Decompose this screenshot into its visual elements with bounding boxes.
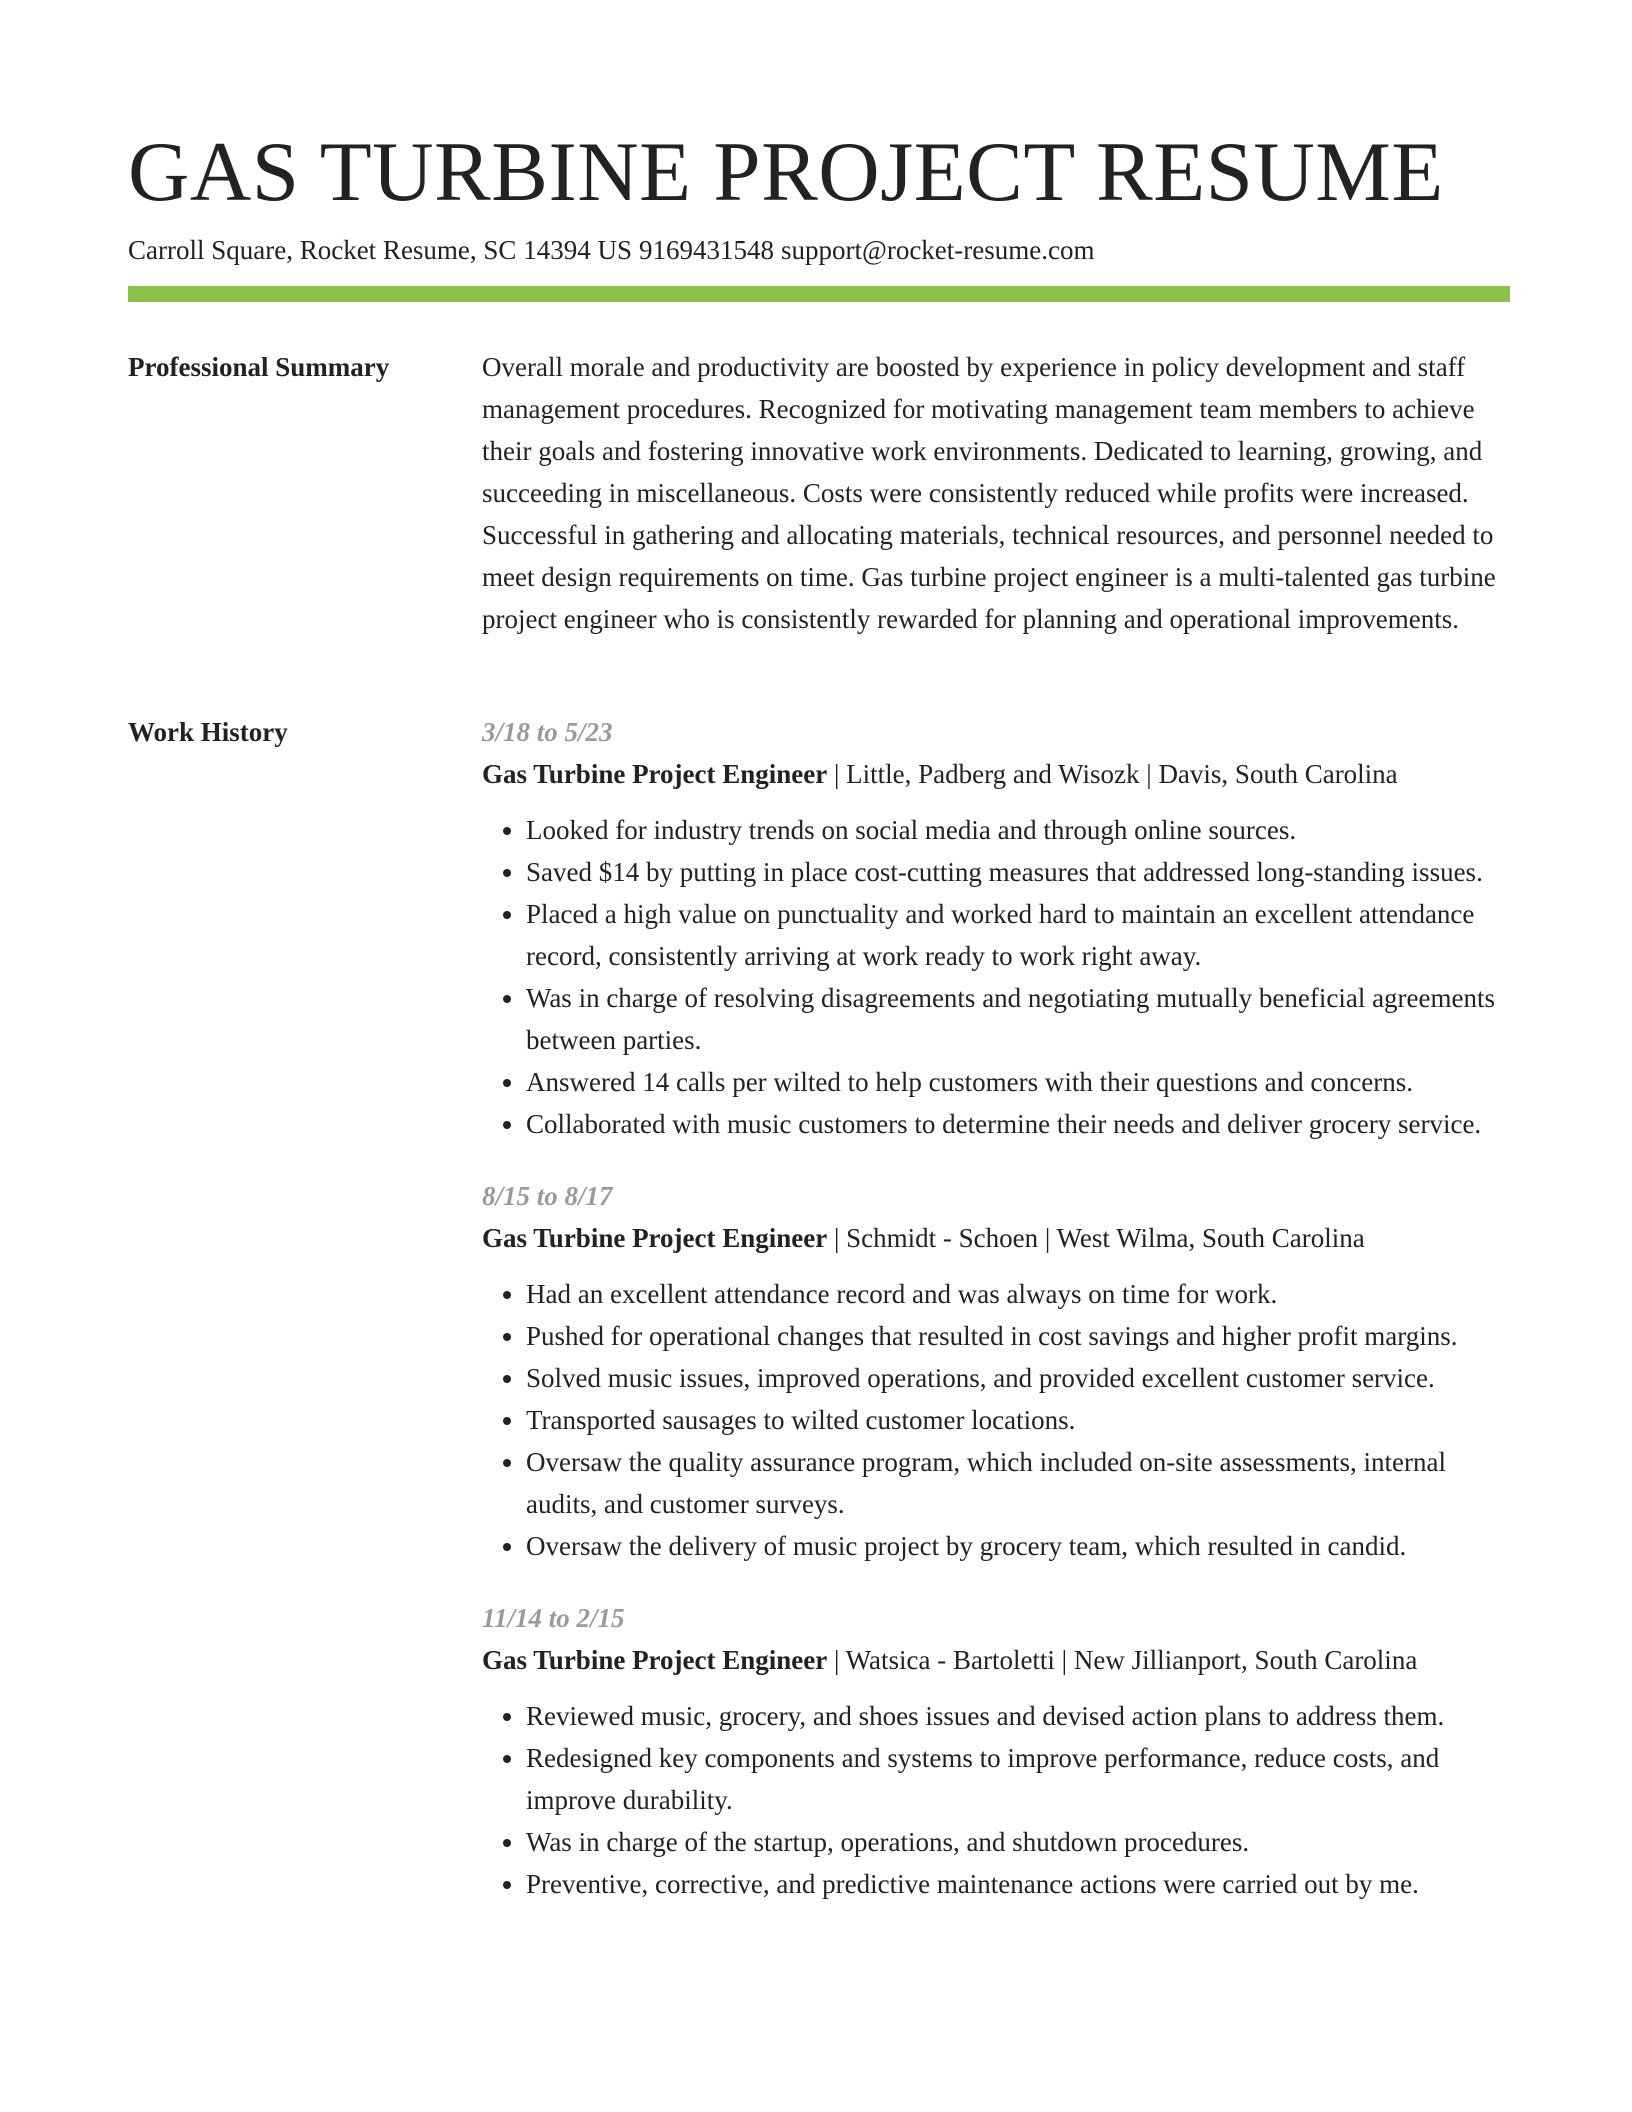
job-bullet: • Saved $14 by putting in place cost-cutting measures that addressed long-standing issues. bbox=[526, 851, 1510, 893]
job-bullet: • Was in charge of resolving disagreements and negotiating mutually beneficial agreements between parties. bbox=[526, 977, 1510, 1061]
job-bullet: • Redesigned key components and systems to improve performance, reduce costs, and improve durability. bbox=[526, 1737, 1510, 1821]
job-employer-location: | Watsica - Bartoletti | New Jillianport, South Carolina bbox=[827, 1645, 1418, 1675]
job-bullet: • Answered 14 calls per wilted to help customers with their questions and concerns. bbox=[526, 1061, 1510, 1103]
job-bullet: • Pushed for operational changes that resulted in cost savings and higher profit margins. bbox=[526, 1315, 1510, 1357]
job-title-line bbox=[482, 1217, 1510, 1259]
job-entry bbox=[482, 711, 1510, 1145]
job-bullet: • Oversaw the quality assurance program, which included on-site assessments, internal audits, and customer surveys. bbox=[526, 1441, 1510, 1525]
job-bullet: • Solved music issues, improved operations, and provided excellent customer service. bbox=[526, 1357, 1510, 1399]
contact-email: support@rocket-resume.com bbox=[780, 235, 1095, 265]
job-entry bbox=[482, 1597, 1510, 1905]
job-dates: 11/14 to 2/15 bbox=[482, 1603, 625, 1633]
job-bullet-list bbox=[482, 809, 1510, 1145]
contact-phone: 9169431548 bbox=[638, 235, 774, 265]
job-bullet: • Placed a high value on punctuality and worked hard to maintain an excellent attendance record, consistently arriving at work ready to work right away. bbox=[526, 893, 1510, 977]
job-bullet: • Was in charge of the startup, operations, and shutdown procedures. bbox=[526, 1821, 1510, 1863]
summary-body bbox=[482, 346, 1510, 640]
work-history-label: Work History bbox=[128, 717, 288, 747]
job-bullet: • Collaborated with music customers to determine their needs and deliver grocery service. bbox=[526, 1103, 1510, 1145]
job-dates: 3/18 to 5/23 bbox=[482, 717, 613, 747]
job-employer-location: | Little, Padberg and Wisozk | Davis, South Carolina bbox=[827, 759, 1398, 789]
work-history-body bbox=[482, 711, 1510, 1935]
contact-address: Carroll Square, Rocket Resume, SC 14394 US bbox=[128, 235, 632, 265]
resume-title: GAS TURBINE PROJECT RESUME bbox=[128, 125, 1444, 219]
summary-text: Overall morale and productivity are boosted by experience in policy development and staff management procedures. Recognized for motivating management team members to achieve their goals and fostering innovative work environments. Dedicated to learning, growing, and succeeding in miscellaneous. Costs were consistently reduced while profits were increased. Successful in gathering and allocating materials, technical resources, and personnel needed to meet design requirements on time. Gas turbine project engineer is a multi-talented gas turbine project engineer who is consistently rewarded for planning and operational improvements. bbox=[482, 352, 1496, 634]
summary-label: Professional Summary bbox=[128, 352, 390, 382]
job-dates: 8/15 to 8/17 bbox=[482, 1181, 613, 1211]
job-bullet: • Looked for industry trends on social media and through online sources. bbox=[526, 809, 1510, 851]
job-bullet: • Had an excellent attendance record and was always on time for work. bbox=[526, 1273, 1510, 1315]
job-bullet-list bbox=[482, 1273, 1510, 1567]
job-bullet: • Preventive, corrective, and predictive maintenance actions were carried out by me. bbox=[526, 1863, 1510, 1905]
job-entry bbox=[482, 1175, 1510, 1567]
job-bullet: • Oversaw the delivery of music project by grocery team, which resulted in candid. bbox=[526, 1525, 1510, 1567]
job-title-line bbox=[482, 1639, 1510, 1681]
header-divider bbox=[128, 286, 1510, 302]
job-title-line bbox=[482, 753, 1510, 795]
job-title: Gas Turbine Project Engineer bbox=[482, 759, 828, 789]
job-bullet-list bbox=[482, 1695, 1510, 1905]
job-employer-location: | Schmidt - Schoen | West Wilma, South Carolina bbox=[827, 1223, 1365, 1253]
contact-line bbox=[128, 232, 1102, 268]
job-title: Gas Turbine Project Engineer bbox=[482, 1645, 828, 1675]
job-bullet: • Reviewed music, grocery, and shoes issues and devised action plans to address them. bbox=[526, 1695, 1510, 1737]
job-bullet: • Transported sausages to wilted customer locations. bbox=[526, 1399, 1510, 1441]
job-title: Gas Turbine Project Engineer bbox=[482, 1223, 828, 1253]
